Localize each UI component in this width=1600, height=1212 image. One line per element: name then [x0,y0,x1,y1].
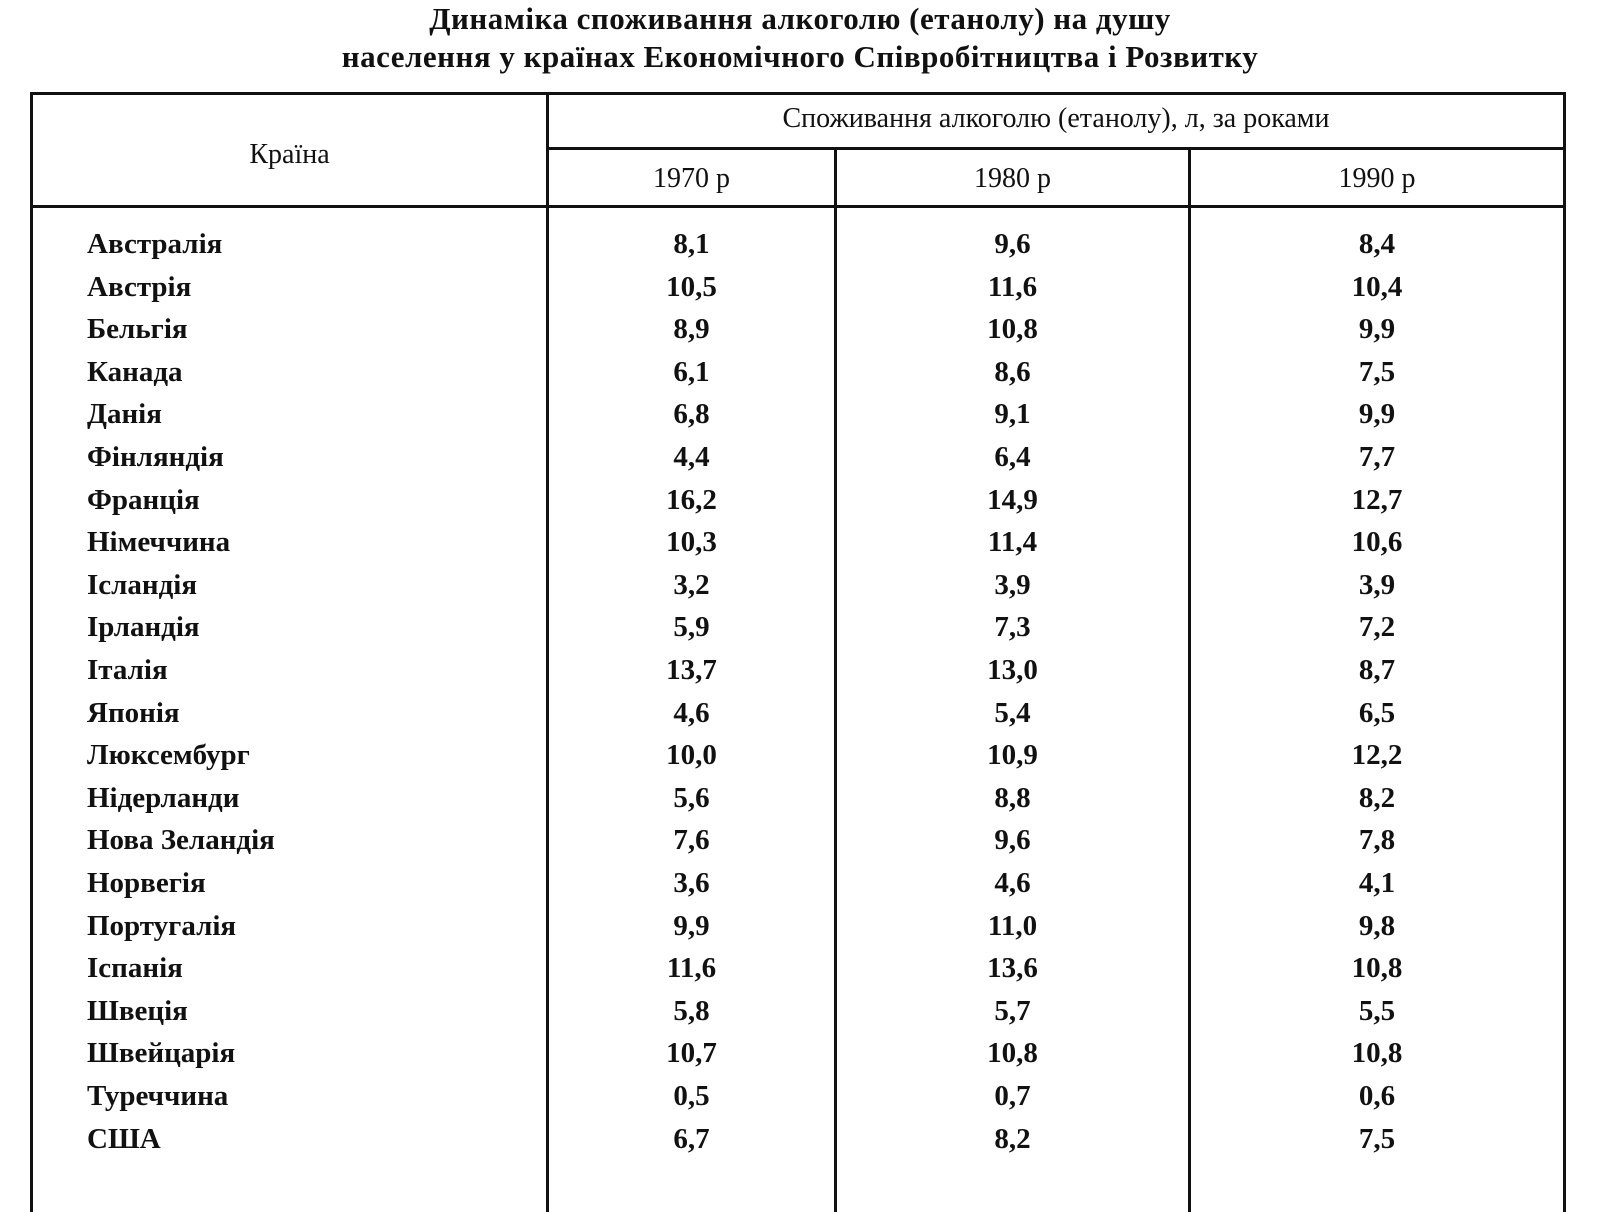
value-cell: 6,5 [1358,696,1396,729]
value-cell: 5,5 [1358,994,1396,1027]
country-name: Нідерланди [87,781,240,814]
header-year-1980: 1980 р [974,163,1051,194]
value-cell: 8,7 [1358,654,1396,686]
value-cell: 5,9 [673,611,710,644]
value-cell: 9,6 [994,824,1031,857]
value-cell: 7,3 [994,611,1031,644]
table-row [33,777,1563,820]
value-cell: 5,6 [673,781,710,814]
country-name: США [87,1122,161,1155]
country-name: Італія [87,654,168,686]
table-row [33,862,1563,905]
header-year-1970: 1970 р [653,163,730,194]
value-cell: 9,9 [1358,398,1396,431]
country-name: Ісландія [87,568,198,601]
value-cell: 7,7 [1358,441,1396,473]
value-cell: 5,4 [994,696,1031,729]
value-cell: 3,9 [1358,568,1396,601]
table-row [33,479,1563,522]
value-cell: 7,8 [1358,824,1396,857]
value-cell: 10,3 [666,526,717,559]
value-cell: 13,6 [987,952,1038,985]
value-cell: 9,8 [1358,909,1396,942]
value-cell: 11,6 [666,952,717,985]
header-divider [546,147,1566,150]
country-name: Японія [87,696,180,729]
value-cell: 10,8 [987,1037,1038,1070]
table-row [33,1032,1563,1075]
value-cell: 10,9 [987,739,1038,772]
table-row [33,819,1563,862]
table-row [33,308,1563,351]
country-name: Швейцарія [87,1037,236,1070]
table-row [33,393,1563,436]
value-cell: 5,8 [673,994,710,1027]
value-cell: 14,9 [987,483,1038,516]
country-name: Нова Зеландія [87,824,275,857]
country-name: Португалія [87,909,237,942]
table-row [33,266,1563,309]
country-name: Туреччина [87,1080,229,1112]
value-cell: 8,1 [673,228,710,260]
value-cell: 6,4 [994,441,1031,473]
value-cell: 0,7 [994,1080,1031,1112]
country-name: Франція [87,483,200,516]
country-name: Канада [87,355,183,388]
header-consumption-group: Споживання алкоголю (етанолу), л, за роками [782,103,1330,134]
country-name: Норвегія [87,867,206,899]
value-cell: 9,1 [994,398,1031,431]
country-name: Ірландія [87,611,200,644]
table-row [33,436,1563,479]
document-title [0,0,1600,76]
value-cell: 9,9 [1358,313,1396,346]
table-row [33,351,1563,394]
value-cell: 8,2 [994,1122,1031,1155]
table-row [33,947,1563,990]
value-cell: 10,0 [666,739,717,772]
table-row [33,521,1563,564]
value-cell: 8,4 [1358,228,1396,260]
table-row [33,1118,1563,1161]
country-name: Люксембург [87,739,250,772]
header-bottom-border [33,205,1563,208]
value-cell: 6,8 [673,398,710,431]
value-cell: 10,7 [666,1037,717,1070]
country-name: Данія [87,398,162,431]
value-cell: 7,5 [1358,1122,1396,1155]
value-cell: 12,2 [1351,739,1403,772]
country-name: Австралія [87,228,223,260]
value-cell: 7,6 [673,824,710,857]
table-row [33,734,1563,777]
country-name: Фінляндія [87,441,224,473]
value-cell: 11,0 [987,909,1038,942]
table-row [33,564,1563,607]
value-cell: 12,7 [1351,483,1403,516]
table-row [33,905,1563,948]
table-row [33,606,1563,649]
data-table [30,92,1566,1212]
value-cell: 5,7 [994,994,1031,1027]
value-cell: 8,8 [994,781,1031,814]
value-cell: 3,6 [673,867,710,899]
value-cell: 10,5 [666,270,717,303]
value-cell: 16,2 [666,483,717,516]
table-row [33,990,1563,1033]
value-cell: 6,1 [673,355,710,388]
value-cell: 11,6 [987,270,1038,303]
value-cell: 3,9 [994,568,1031,601]
value-cell: 11,4 [987,526,1038,559]
value-cell: 10,8 [987,313,1038,346]
value-cell: 13,7 [666,654,717,686]
value-cell: 10,6 [1351,526,1403,559]
value-cell: 8,6 [994,355,1031,388]
value-cell: 4,6 [994,867,1031,899]
value-cell: 8,2 [1358,781,1396,814]
value-cell: 3,2 [673,568,710,601]
value-cell: 9,6 [994,228,1031,260]
country-name: Бельгія [87,313,188,346]
table-row [33,223,1563,266]
value-cell: 9,9 [673,909,710,942]
table-row [33,692,1563,735]
country-name: Швеція [87,994,188,1027]
value-cell: 4,1 [1358,867,1396,899]
title-line-2: населення у країнах Економічного Співробітництва і Розвитку [341,39,1259,74]
value-cell: 0,5 [673,1080,710,1112]
value-cell: 7,2 [1358,611,1396,644]
table-row [33,649,1563,692]
country-name: Австрія [87,270,192,303]
header-year-1990: 1990 р [1338,163,1416,194]
value-cell: 10,4 [1351,270,1403,303]
title-line-1: Динаміка споживання алкоголю (етанолу) на душу [429,1,1171,36]
table-row [33,1075,1563,1118]
value-cell: 6,7 [673,1122,710,1155]
value-cell: 13,0 [987,654,1038,686]
value-cell: 10,8 [1351,1037,1403,1070]
value-cell: 7,5 [1358,355,1396,388]
value-cell: 0,6 [1358,1080,1396,1112]
value-cell: 10,8 [1351,952,1403,985]
value-cell: 8,9 [673,313,710,346]
country-name: Німеччина [87,526,231,559]
header-country: Країна [249,139,330,170]
value-cell: 4,4 [673,441,710,473]
value-cell: 4,6 [673,696,710,729]
country-name: Іспанія [87,952,183,985]
